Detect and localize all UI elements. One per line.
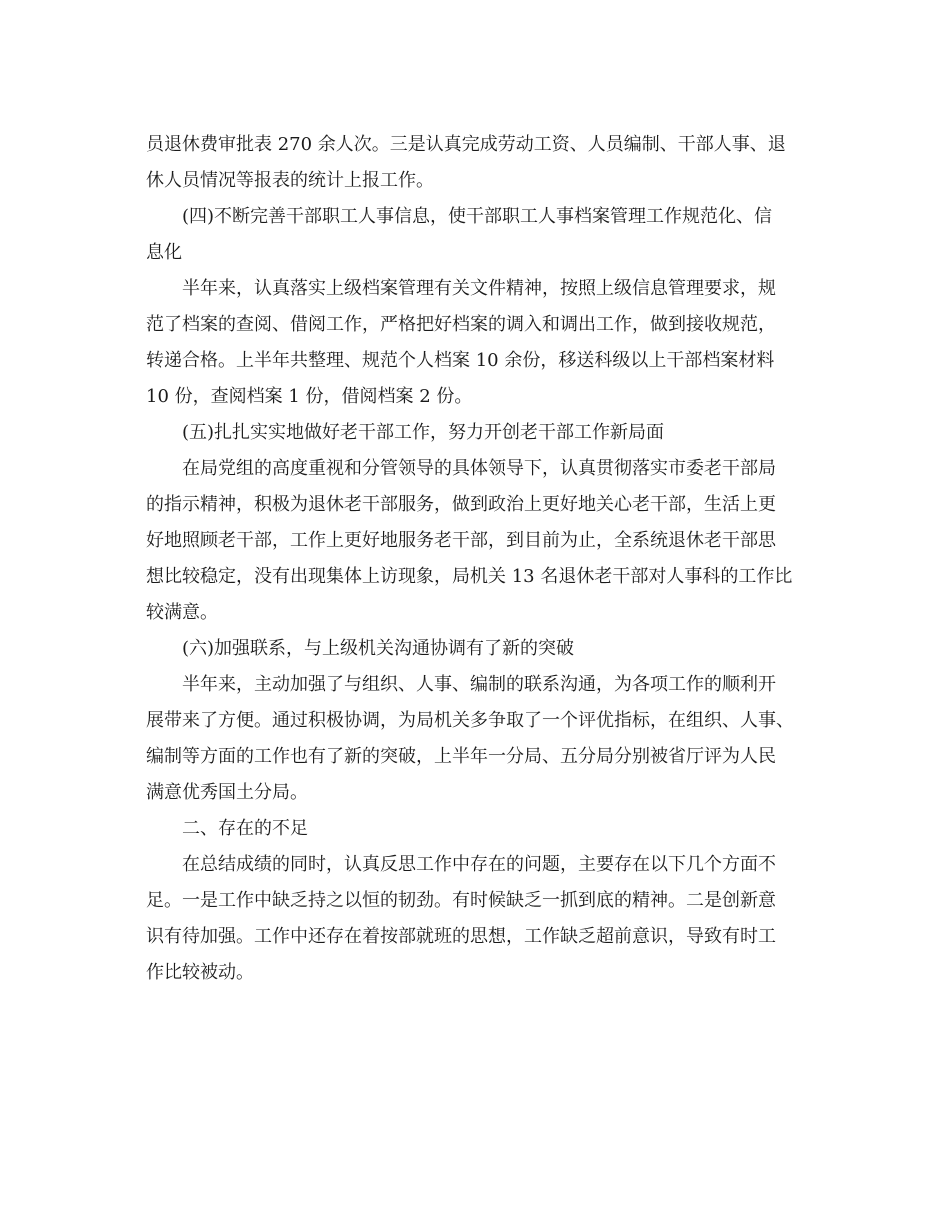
text-line: 想比较稳定，没有出现集体上访现象，局机关 13 名退休老干部对人事科的工作比 xyxy=(146,566,793,587)
text-line: 半年来，认真落实上级档案管理有关文件精神，按照上级信息管理要求，规 xyxy=(182,278,776,299)
text-line: 休人员情况等报表的统计上报工作。 xyxy=(146,170,434,191)
text-line: 识有待加强。工作中还存在着按部就班的思想，工作缺乏超前意识，导致有时工 xyxy=(146,926,776,947)
text-line: 足。一是工作中缺乏持之以恒的韧劲。有时候缺乏一抓到底的精神。二是创新意 xyxy=(146,890,776,911)
section-heading: (六)加强联系，与上级机关沟通协调有了新的突破 xyxy=(182,638,575,659)
text-line: 在局党组的高度重视和分管领导的具体领导下，认真贯彻落实市委老干部局 xyxy=(182,458,776,479)
text-line: 转递合格。上半年共整理、规范个人档案 10 余份，移送科级以上干部档案材料 xyxy=(146,350,775,371)
text-line: 员退休费审批表 270 余人次。三是认真完成劳动工资、人员编制、干部人事、退 xyxy=(146,134,786,155)
document-page xyxy=(146,127,806,991)
section-heading: 二、存在的不足 xyxy=(182,818,308,839)
section-heading: (五)扎扎实实地做好老干部工作，努力开创老干部工作新局面 xyxy=(182,422,665,443)
text-line: 作比较被动。 xyxy=(146,962,254,983)
text-line: 在总结成绩的同时，认真反思工作中存在的问题，主要存在以下几个方面不 xyxy=(182,854,776,875)
text-line: 编制等方面的工作也有了新的突破，上半年一分局、五分局分别被省厅评为人民 xyxy=(146,746,776,767)
section-heading-continued: 息化 xyxy=(146,242,182,263)
text-line: 10 份，查阅档案 1 份，借阅档案 2 份。 xyxy=(146,386,473,407)
text-line: 满意优秀国土分局。 xyxy=(146,782,308,803)
section-heading: (四)不断完善干部职工人事信息，使干部职工人事档案管理工作规范化、信 xyxy=(182,206,773,227)
text-line: 半年来，主动加强了与组织、人事、编制的联系沟通，为各项工作的顺利开 xyxy=(182,674,776,695)
text-line: 的指示精神，积极为退休老干部服务，做到政治上更好地关心老干部，生活上更 xyxy=(146,494,776,515)
text-line: 展带来了方便。通过积极协调，为局机关多争取了一个评优指标，在组织、人事、 xyxy=(146,710,794,731)
text-line: 范了档案的查阅、借阅工作，严格把好档案的调入和调出工作，做到接收规范， xyxy=(146,314,776,335)
text-line: 较满意。 xyxy=(146,602,218,623)
text-line: 好地照顾老干部，工作上更好地服务老干部，到目前为止，全系统退休老干部思 xyxy=(146,530,776,551)
